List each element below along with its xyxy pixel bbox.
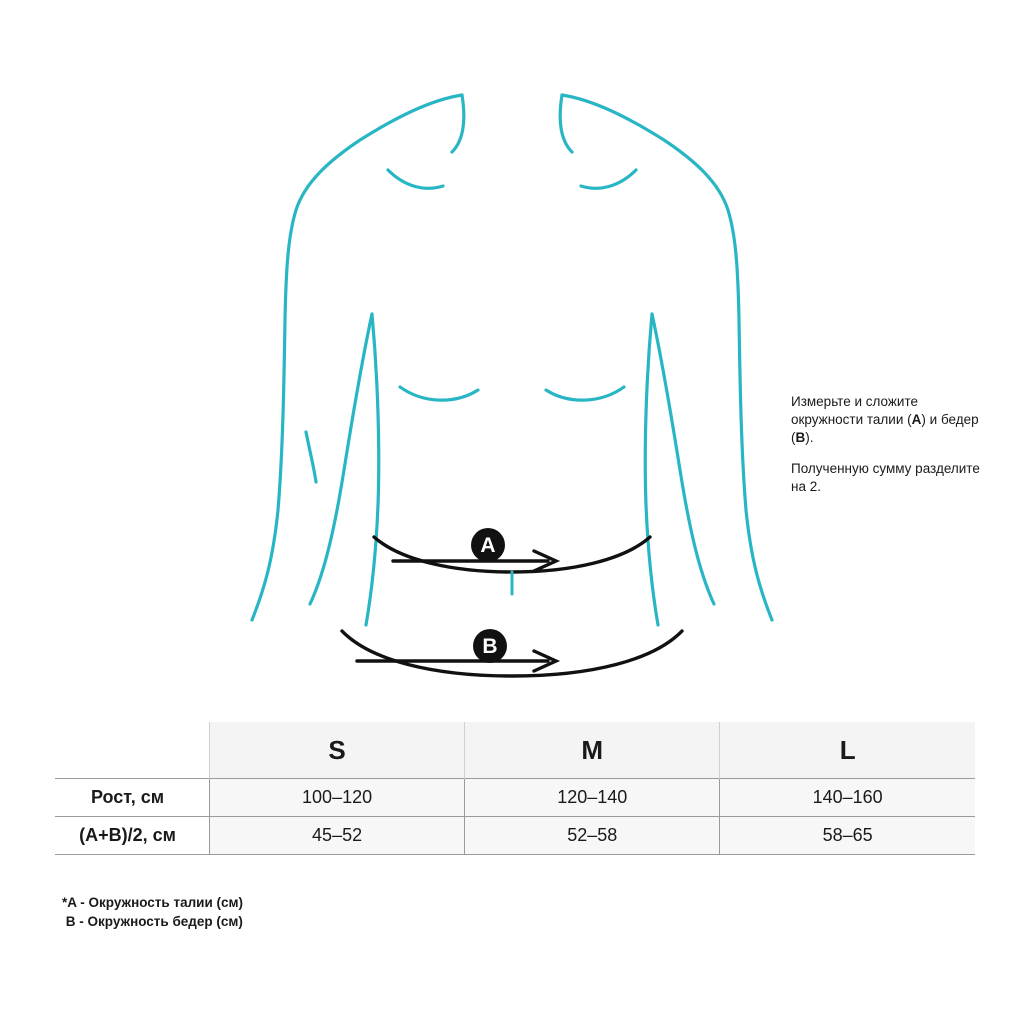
table-row	[55, 817, 975, 855]
instructions-line1-middle: окружности талии (	[791, 411, 912, 427]
instructions-label-b: B	[795, 429, 806, 445]
instructions-label-a: A	[911, 411, 922, 427]
instructions-line2-prefix: и бедер (	[791, 411, 979, 445]
instructions-paragraph-2: Полученную сумму разделите на 2.	[791, 461, 980, 495]
size-table-corner-cell	[55, 722, 210, 779]
torso-outline	[252, 95, 772, 625]
instructions-line1-prefix: Измерьте и сложите	[791, 394, 918, 409]
measure-arrow-a	[374, 537, 650, 594]
size-cell-height-m: 120–140	[465, 779, 720, 817]
size-column-header-s: S	[210, 722, 465, 779]
measure-badge-b-label: B	[482, 635, 498, 658]
size-cell-height-s: 100–120	[210, 779, 465, 817]
size-cell-ab-m: 52–58	[465, 817, 720, 855]
size-table	[55, 722, 975, 855]
size-row-label-ab-average: (A+B)/2, см	[55, 817, 210, 855]
measure-arrow-b	[342, 631, 682, 676]
footnote-line-a: *A - Окружность талии (см)	[62, 895, 243, 910]
instructions-line1-after-a: )	[921, 411, 926, 427]
size-cell-height-l: 140–160	[720, 779, 975, 817]
table-row	[55, 779, 975, 817]
size-column-header-m: M	[465, 722, 720, 779]
footnote-line-b: B - Окружность бедер (см)	[62, 914, 243, 930]
instructions-paragraph-1	[791, 393, 991, 446]
instructions-block	[791, 393, 991, 496]
size-column-header-l: L	[720, 722, 975, 779]
size-cell-ab-l: 58–65	[720, 817, 975, 855]
measure-badge-b	[473, 629, 507, 663]
size-table-header-row	[55, 722, 975, 779]
instructions-line2-after-b: ).	[805, 429, 814, 445]
size-cell-ab-s: 45–52	[210, 817, 465, 855]
measure-badge-a	[471, 528, 505, 562]
size-row-label-height: Рост, см	[55, 779, 210, 817]
measure-badge-a-label: A	[480, 534, 496, 557]
footnote-block	[62, 893, 243, 931]
